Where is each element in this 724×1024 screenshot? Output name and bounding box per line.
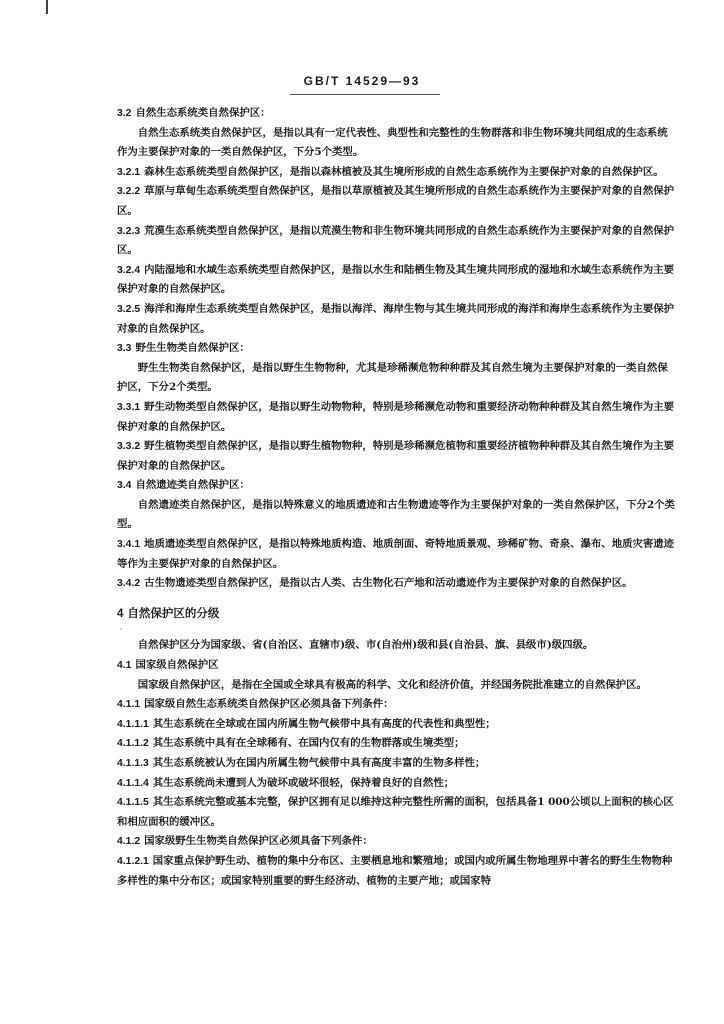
clause xyxy=(117,300,675,339)
scan-mark xyxy=(46,0,48,14)
clause xyxy=(117,656,675,676)
clause-text: 国家级自然保护区，是指在全国或全球具有极高的科学、文化和经济价值，并经国务院批准建立的自然保护区。 xyxy=(137,678,647,691)
clause xyxy=(117,793,675,832)
clause-text: 其生态系统完整或基本完整，保护区拥有足以维持这种完整性所需的面积，包括具备1 000公顷以上面积的核心区和相应面积的缓冲区。 xyxy=(117,796,674,828)
clause-text: 草原与草甸生态系统类型自然保护区，是指以草原植被及其生境所形成的自然生态系统作为主要保护对象的自然保护区。 xyxy=(117,185,675,217)
clause xyxy=(117,535,675,574)
clause-number: 3.2.1 xyxy=(117,166,141,178)
clause-text: 其生态系统尚未遭到人为破坏或破坏很轻，保持着良好的自然性； xyxy=(152,776,455,789)
clause-number: 3.4.1 xyxy=(117,539,141,551)
clause-text: 国家级自然生态系统类自然保护区必须具备下列条件： xyxy=(144,698,394,711)
clause-number: 3.2.3 xyxy=(117,225,141,237)
clause-text: 野生动物类型自然保护区，是指以野生动物物种，特别是珍稀濒危动物和重要经济动物种种群及其自然生境作为主要保护对象的自然保护区。 xyxy=(117,400,675,433)
clause-number: 3.2.4 xyxy=(117,264,141,276)
stray-mark: ˙ xyxy=(119,627,123,638)
clause xyxy=(117,832,675,852)
paragraph xyxy=(117,676,675,696)
clause-number: 4.1.1.4 xyxy=(117,777,149,789)
clause xyxy=(117,715,675,735)
clause-text: 自然遗迹类自然保护区，是指以特殊意义的地质遗迹和古生物遗迹等作为主要保护对象的一类自然保护区，下分2个类型。 xyxy=(117,498,675,531)
clause xyxy=(117,695,675,715)
clause-number: 3.2 xyxy=(117,108,132,119)
clause-text: 自然保护区分为国家级、省(自治区、直辖市)级、市(自治州)级和县(自治县、旗、县级市)级四级。 xyxy=(137,639,594,652)
clause-number: 3.2.2 xyxy=(117,186,141,198)
clause xyxy=(117,104,675,124)
clause xyxy=(117,574,675,594)
clause-text: 荒漠生态系统类型自然保护区，是指以荒漠生物和非生物环境共同形成的自然生态系统作为主要保护对象的自然保护区。 xyxy=(117,224,675,257)
clause xyxy=(117,398,675,437)
clause-text: 野生生物类自然保护区： xyxy=(135,342,250,355)
clause-text: 自然遗迹类自然保护区： xyxy=(135,479,250,492)
clause-text: 国家级自然保护区 xyxy=(135,659,219,672)
paragraph xyxy=(117,636,675,656)
clause xyxy=(117,437,675,476)
clause-text: 其生态系统被认为在国内所属生物气候带中具有高度丰富的生物多样性； xyxy=(152,757,486,769)
header-rule xyxy=(290,94,440,95)
paragraph xyxy=(117,359,675,398)
clause-number: 4.1.1 xyxy=(117,699,141,711)
clause-number: 3.3.2 xyxy=(117,441,141,453)
clause-number: 4.1.1.1 xyxy=(117,718,149,730)
clause-number: 4.1.1.2 xyxy=(117,738,149,750)
clause-text: 古生物遗迹类型自然保护区，是指以古人类、古生物化石产地和活动遗迹作为主要保护对象的自然保护区。 xyxy=(144,577,633,590)
clause xyxy=(117,734,675,754)
clause-number: 4.1.1.3 xyxy=(117,758,149,769)
clause-text: 自然生态系统类自然保护区： xyxy=(135,107,271,119)
paragraph xyxy=(117,496,675,535)
clause-number: 3.4 xyxy=(117,480,132,492)
document-body xyxy=(117,104,675,891)
clause-text: 森林生态系统类型自然保护区，是指以森林植被及其生境所形成的自然生态系统作为主要保护对象的自然保护区。 xyxy=(144,165,664,178)
clause-number: 3.4.2 xyxy=(117,578,141,590)
clause-number: 4.1 xyxy=(117,660,132,672)
clause-number: 4.1.2 xyxy=(117,836,141,848)
clause xyxy=(117,774,675,794)
clause xyxy=(117,339,675,359)
clause xyxy=(117,476,675,496)
clause-text: 其生态系统在全球或在国内所属生物气候带中具有高度的代表性和典型性； xyxy=(152,717,496,730)
clause xyxy=(117,182,675,221)
section-heading xyxy=(117,604,675,625)
paragraph xyxy=(117,124,675,163)
clause-text: 野生生物类自然保护区，是指以野生生物物种，尤其是珍稀濒危物种种群及其自然生境为主要保护对象的一类自然保护区，下分2个类型。 xyxy=(117,361,668,394)
page-header-standard-number: GB/T 14529—93 xyxy=(303,74,421,88)
clause xyxy=(117,852,675,891)
clause-number: 4.1.1.5 xyxy=(117,797,149,809)
clause-text: 国家级野生生物类自然保护区必须具备下列条件： xyxy=(144,835,373,848)
clause-number: 3.3 xyxy=(117,343,132,355)
clause xyxy=(117,261,675,300)
clause-number: 3.2.5 xyxy=(117,303,141,315)
clause xyxy=(117,754,675,774)
clause-text: 自然保护区的分级 xyxy=(127,605,220,620)
clause-text: 自然生态系统类自然保护区，是指以具有一定代表性、典型性和完整性的生物群落和非生物环境共同组成的生态系统作为主要保护对象的一类自然保护区，下分5个类型。 xyxy=(117,126,668,159)
clause-number: 4 xyxy=(117,607,124,620)
clause xyxy=(117,222,675,261)
clause-text: 其生态系统中具有在全球稀有、在国内仅有的生物群落或生境类型； xyxy=(152,737,465,750)
clause-number: 4.1.2.1 xyxy=(117,855,149,867)
clause-number: 3.3.1 xyxy=(117,401,141,413)
clause-text: 野生植物类型自然保护区，是指以野生植物物种，特别是珍稀濒危植物和重要经济植物种种群及其自然生境作为主要保护对象的自然保护区。 xyxy=(117,440,675,472)
clause-text: 海洋和海岸生态系统类型自然保护区，是指以海洋、海岸生物与其生境共同形成的海洋和海岸生态系统作为主要保护对象的自然保护区。 xyxy=(117,302,675,335)
clause-text: 地质遗迹类型自然保护区，是指以特殊地质构造、地质剖面、奇特地质景观、珍稀矿物、奇泉、瀑布、地质灾害遗迹等作为主要保护对象的自然保护区。 xyxy=(117,538,675,570)
clause xyxy=(117,163,675,183)
clause-text: 内陆湿地和水域生态系统类型自然保护区，是指以水生和陆栖生物及其生境共同形成的湿地和水域生态系统作为主要保护对象的自然保护区。 xyxy=(117,263,675,296)
clause-text: 国家重点保护野生动、植物的集中分布区、主要栖息地和繁殖地；或国内或所属生物地理界中著名的野生生物物种多样性的集中分布区；或国家特别重要的野生经济动、植物的主要产地；或国家特 xyxy=(117,854,673,887)
